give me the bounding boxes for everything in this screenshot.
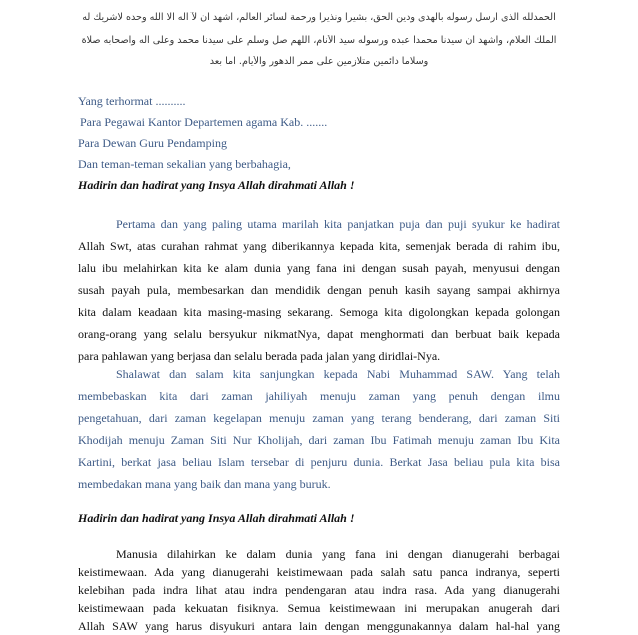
paragraph-1-line: orang-orang yang selalu bersyukur nikmatNya, dapat menghormati dan berbuat baik kepada xyxy=(78,327,560,341)
paragraph-2-line: Khodijah menuju Zaman Siti Nur Kholijah, dari zaman Ibu Fatimah menuju zaman Ibu Kita xyxy=(78,433,560,447)
greeting-line-1: Yang terhormat .......... xyxy=(78,94,186,108)
paragraph-3-line: keistimewaan. Ada yang dianugerahi keistimewaan pada salah satu panca indranya, seperti xyxy=(78,565,560,579)
arabic-line-1: الحمدلله الذى ارسل رسوله بالهدى ودين الحق، بشيرا ونذيرا ورحمة لسائر العالم، اشهد ان لآ اله الا الله وحده لاشريك له xyxy=(82,12,556,23)
paragraph-3-line: keistimewaan pada kekuatan fisiknya. Semua keistimewaan ini merupakan anugerah dari xyxy=(78,601,560,615)
arabic-line-3: وسلاما دآئمين متلازمين على ممر الدهور والأيام. اما بعد xyxy=(209,56,429,67)
paragraph-3-line: Manusia dilahirkan ke dalam dunia yang fana ini dengan dianugerahi berbagai xyxy=(116,547,560,561)
paragraph-2 xyxy=(78,363,560,495)
greeting-line-3: Para Dewan Guru Pendamping xyxy=(78,136,227,150)
paragraph-1 xyxy=(78,213,560,367)
paragraph-2-line: Shalawat dan salam kita sanjungkan kepada Nabi Muhammad SAW. Yang telah xyxy=(116,367,560,381)
paragraph-1-line: Allah Swt, atas curahan rahmat yang diberikannya kepada kita, semenjak berada di rahim ibu, xyxy=(78,239,560,253)
paragraph-3-line: kelebihan pada indra lihat atau indra pendengaran atau indra rasa. Ada yang dianugerahi xyxy=(78,583,560,597)
section-heading-2: Hadirin dan hadirat yang Insya Allah dirahmati Allah ! xyxy=(78,511,355,525)
paragraph-3-line: Allah SAW yang harus disyukuri antara lain dengan menggunakannya dalam hal-hal yang xyxy=(78,619,560,633)
greeting-line-2: Para Pegawai Kantor Departemen agama Kab. ....... xyxy=(80,115,328,129)
section-heading: Hadirin dan hadirat yang Insya Allah dirahmati Allah ! xyxy=(78,178,355,192)
paragraph-1-line: susah payah pula, membesarkan dan mendidik dengan penuh kasih sayang sampai akhirnya xyxy=(78,283,560,297)
arabic-line-2: الملك العلام، واشهد ان سيدنا محمدا عبده ورسوله سيد الأنام، اللهم صل وسلم على سيدنا محمد وعلى آله واصحابه صلاة xyxy=(81,35,557,46)
greeting-line-4: Dan teman-teman sekalian yang berbahagia, xyxy=(78,157,291,171)
paragraph-2-line: membedakan mana yang baik dan mana yang buruk. xyxy=(78,477,331,491)
paragraph-1-line xyxy=(78,213,560,235)
paragraph-1-line: kita dalam keadaan kita masing-masing sekarang. Semoga kita digolongkan kepada golongan xyxy=(78,305,560,319)
paragraph-2-line: membebaskan kita dari zaman jahiliyah menuju zaman yang penuh dengan ilmu xyxy=(78,389,560,403)
paragraph-3 xyxy=(78,545,560,635)
paragraph-2-line: Kartini, berkat jasa beliau Islam tersebar di penjuru dunia. Berkat Jasa beliau pula kita bisa xyxy=(78,455,560,469)
paragraph-1-line: lalu ibu melahirkan kita ke alam dunia yang fana ini dengan susah payah, menyusui dengan xyxy=(78,261,560,275)
paragraph-1-line-text: Pertama dan yang paling utama marilah kita panjatkan puja dan puji syukur ke hadirat xyxy=(116,217,560,231)
paragraph-1-line: para pahlawan yang berjasa dan selalu berada pada jalan yang diridlai-Nya. xyxy=(78,349,441,363)
paragraph-2-line: pengetahuan, dari zaman kegelapan menuju zaman yang terang benderang, dari zaman Siti xyxy=(78,411,560,425)
